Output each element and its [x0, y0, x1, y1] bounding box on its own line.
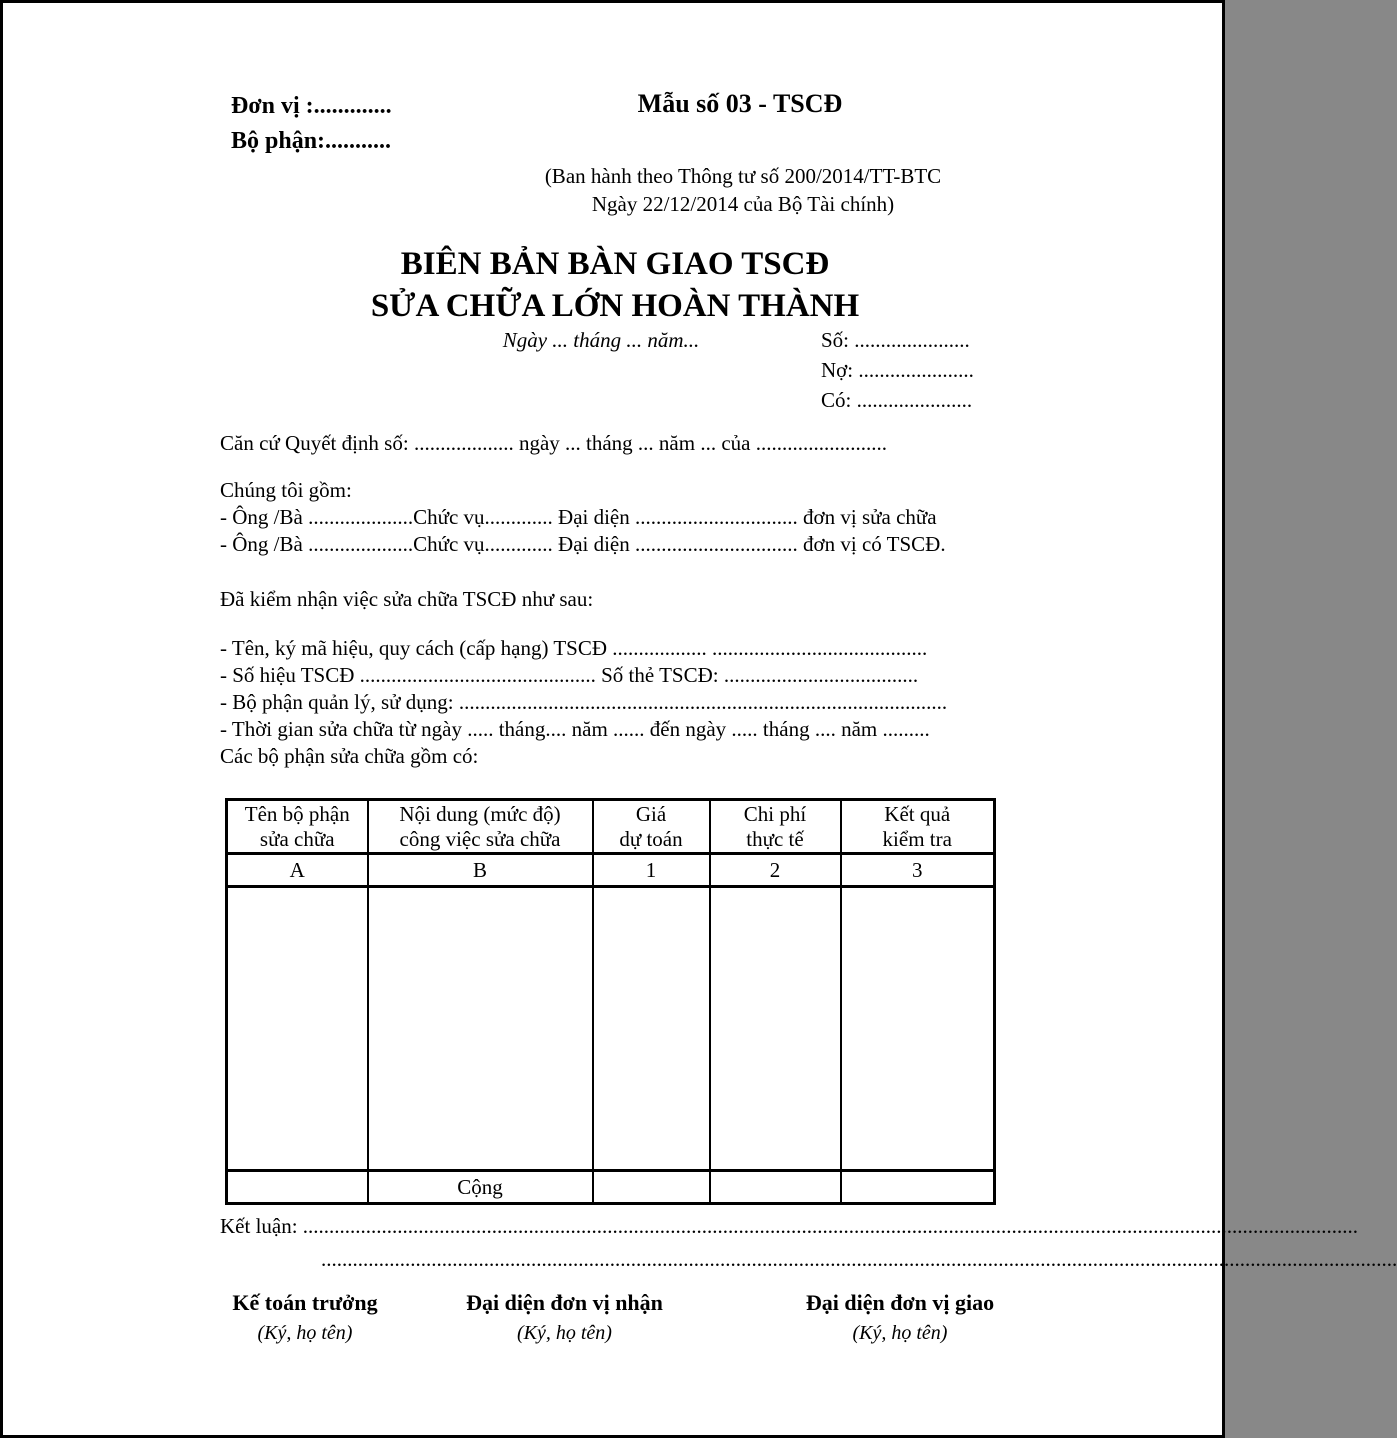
- conclusion-line-2: .............................................................................................................................................................................................................: [321, 1247, 1397, 1271]
- signature-delivering-unit-title: Đại diện đơn vị giao: [805, 1290, 995, 1315]
- signature-receiving-unit-title: Đại diện đơn vị nhận: [466, 1290, 663, 1315]
- code-cell-3: 3: [841, 854, 995, 887]
- date-line: Ngày ... tháng ... năm...: [502, 328, 700, 352]
- detail-line-managing-dept: - Bộ phận quản lý, sử dụng: .............................................................................................: [220, 690, 948, 714]
- body-cell-inspection-result: [841, 887, 995, 1171]
- account-fields: [821, 325, 974, 415]
- document-title-line-1: BIÊN BẢN BÀN GIAO TSCĐ: [400, 246, 830, 282]
- repair-parts-table: [225, 798, 996, 1205]
- account-co-field: Có: ......................: [821, 388, 973, 412]
- table-header-row: [227, 800, 995, 854]
- document-title-line-2: SỬA CHỮA LỚN HOÀN THÀNH: [370, 288, 860, 324]
- code-cell-1: 1: [593, 854, 710, 887]
- signature-chief-accountant: [225, 1290, 385, 1346]
- party-line-owner: - Ông /Bà ....................Chức vụ............. Đại diện ............................... đơn vị có TSCĐ.: [220, 532, 946, 556]
- unit-department-block: [231, 89, 392, 159]
- col-header-inspection-result: Kết quả kiểm tra: [841, 800, 995, 854]
- inspection-intro: Đã kiểm nhận việc sửa chữa TSCĐ như sau:: [220, 587, 594, 611]
- table-body-row: [227, 887, 995, 1171]
- col-header-work-content: Nội dung (mức độ) công việc sửa chữa: [368, 800, 593, 854]
- total-cell-empty-2: [710, 1171, 841, 1204]
- document-title: [225, 243, 1005, 327]
- issuance-note: [443, 162, 1043, 218]
- total-cell-empty-1: [593, 1171, 710, 1204]
- col-header-actual-cost: Chi phí thực tế: [710, 800, 841, 854]
- code-cell-2: 2: [710, 854, 841, 887]
- table-intro: Các bộ phận sửa chữa gồm có:: [220, 744, 479, 768]
- total-cell-empty-a: [227, 1171, 368, 1204]
- form-number: Mẫu số 03 - TSCĐ: [637, 89, 843, 118]
- total-label-cell: Cộng: [368, 1171, 593, 1204]
- conclusion-line: Kết luận: .........................................................................................................................................................................................................: [220, 1214, 1359, 1238]
- body-cell-part-name: [227, 887, 368, 1171]
- issuance-line-2: Ngày 22/12/2014 của Bộ Tài chính): [591, 192, 895, 216]
- unit-label: Đơn vị :.............: [231, 93, 392, 119]
- detail-line-name: - Tên, ký mã hiệu, quy cách (cấp hạng) TSCĐ .................. .........................................: [220, 636, 928, 660]
- department-label: Bộ phận:...........: [231, 128, 392, 154]
- signature-chief-accountant-note: (Ký, họ tên): [257, 1322, 353, 1344]
- body-cell-estimated-cost: [593, 887, 710, 1171]
- signature-delivering-unit: [800, 1290, 1000, 1346]
- total-cell-empty-3: [841, 1171, 995, 1204]
- code-cell-a: A: [227, 854, 368, 887]
- table-code-row: [227, 854, 995, 887]
- account-no-field: Nợ: ......................: [821, 358, 974, 382]
- signature-chief-accountant-title: Kế toán trưởng: [232, 1290, 378, 1315]
- party-intro: Chúng tôi gồm:: [220, 478, 352, 502]
- detail-line-serial: - Số hiệu TSCĐ ............................................. Số thẻ TSCĐ: .....................................: [220, 663, 919, 687]
- signature-receiving-unit-note: (Ký, họ tên): [517, 1322, 612, 1344]
- party-line-repairer: - Ông /Bà ....................Chức vụ............. Đại diện ............................... đơn vị sửa chữa: [220, 505, 937, 529]
- code-cell-b: B: [368, 854, 593, 887]
- signature-receiving-unit: [462, 1290, 667, 1346]
- issuance-line-1: (Ban hành theo Thông tư số 200/2014/TT-BTC: [544, 164, 942, 188]
- detail-line-repair-period: - Thời gian sửa chữa từ ngày ..... tháng.... năm ...... đến ngày ..... tháng .... năm .........: [220, 717, 930, 741]
- table-total-row: [227, 1171, 995, 1204]
- body-cell-work-content: [368, 887, 593, 1171]
- parties-block: [220, 477, 1000, 558]
- basis-line: Căn cứ Quyết định số: ................... ngày ... tháng ... năm ... của .........................: [220, 431, 887, 455]
- signature-delivering-unit-note: (Ký, họ tên): [852, 1322, 948, 1344]
- col-header-part-name: Tên bộ phận sửa chữa: [227, 800, 368, 854]
- col-header-estimated-cost: Giá dự toán: [593, 800, 710, 854]
- body-cell-actual-cost: [710, 887, 841, 1171]
- asset-details-block: [220, 635, 1000, 770]
- account-so-field: Số: ......................: [821, 328, 970, 352]
